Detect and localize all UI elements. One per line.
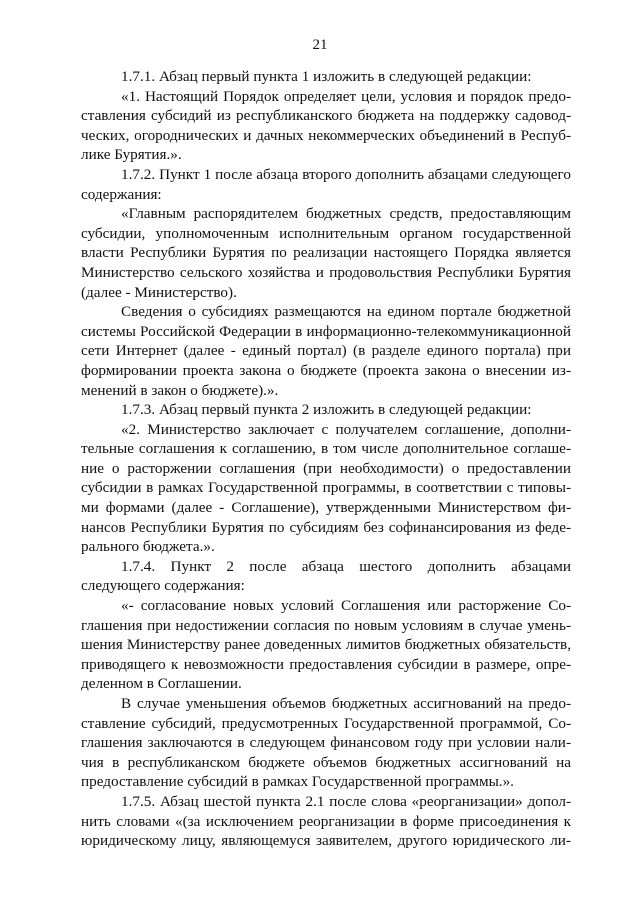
paragraph-quote-item-1: «1. Настоящий Порядок определяет цели, условия и порядок предоставления субсидий из республиканского бюджета на поддержку садоводческих, огороднических и дачных некоммерческих объединений в Республике Бурятия.». bbox=[81, 87, 571, 164]
paragraph-subsidy-info: Сведения о субсидиях размещаются на едином портале бюджетной системы Российской Федерации в информационно-телекоммуникационной сети Интернет (далее - единый портал) (в разделе единого портала) при формировании проекта закона о бюджете (проекта закона о внесении изменений в закон о бюджете).». bbox=[81, 303, 571, 399]
document-body bbox=[81, 67, 571, 851]
paragraph-1-7-1: 1.7.1. Абзац первый пункта 1 изложить в следующей редакции: bbox=[121, 68, 532, 85]
paragraph-quote-agreement-terms: «- согласование новых условий Соглашения или расторжение Соглашения при недостижении согласия по новым условиям в случае уменьшения Министерству ранее доведенных лимитов бюджетных обязательств, приводящего к невозможности предоставления субсидии в размере, определенном в Соглашении. bbox=[81, 597, 571, 693]
page-number: 21 bbox=[312, 37, 328, 53]
paragraph-budget-reduction: В случае уменьшения объемов бюджетных ассигнований на предоставление субсидий, предусмотренных Государственной программой, Соглашения заключаются в следующем финансовом году при условии наличия в республиканском бюджете объемов бюджетных ассигнований на предоставление субсидий в рамках Государственной программы.». bbox=[81, 695, 571, 791]
paragraph-1-7-5: 1.7.5. Абзац шестой пункта 2.1 после слова «реорганизации» дополнить словами «(за исключением реорганизации в форме присоединения к юридическому лицу, являющемуся заявителем, другого юридического ли- bbox=[81, 792, 571, 850]
paragraph-1-7-4: 1.7.4. Пункт 2 после абзаца шестого дополнить абзацами следующего содержания: bbox=[81, 557, 571, 595]
paragraph-quote-item-2: «2. Министерство заключает с получателем соглашение, дополнительные соглашения к соглашению, в том числе дополнительное соглашение о расторжении соглашения (при необходимости) о предоставлении субсидии в рамках Государственной программы, в соответствии с типовыми формами (далее - Соглашение), утвержденными Министерством финансов Республики Бурятия по субсидиям без софинансирования из федерального бюджета.». bbox=[81, 420, 571, 556]
paragraph-1-7-2: 1.7.2. Пункт 1 после абзаца второго дополнить абзацами следующего содержания: bbox=[81, 165, 571, 203]
paragraph-quote-chief-administrator: «Главным распорядителем бюджетных средств, предоставляющим субсидии, уполномоченным исполнительным органом государственной власти Республики Бурятия по реализации настоящего Порядка является Министерство сельского хозяйства и продовольствия Республики Бурятия (далее - Министерство). bbox=[81, 205, 571, 301]
paragraph-1-7-3: 1.7.3. Абзац первый пункта 2 изложить в следующей редакции: bbox=[121, 401, 532, 419]
